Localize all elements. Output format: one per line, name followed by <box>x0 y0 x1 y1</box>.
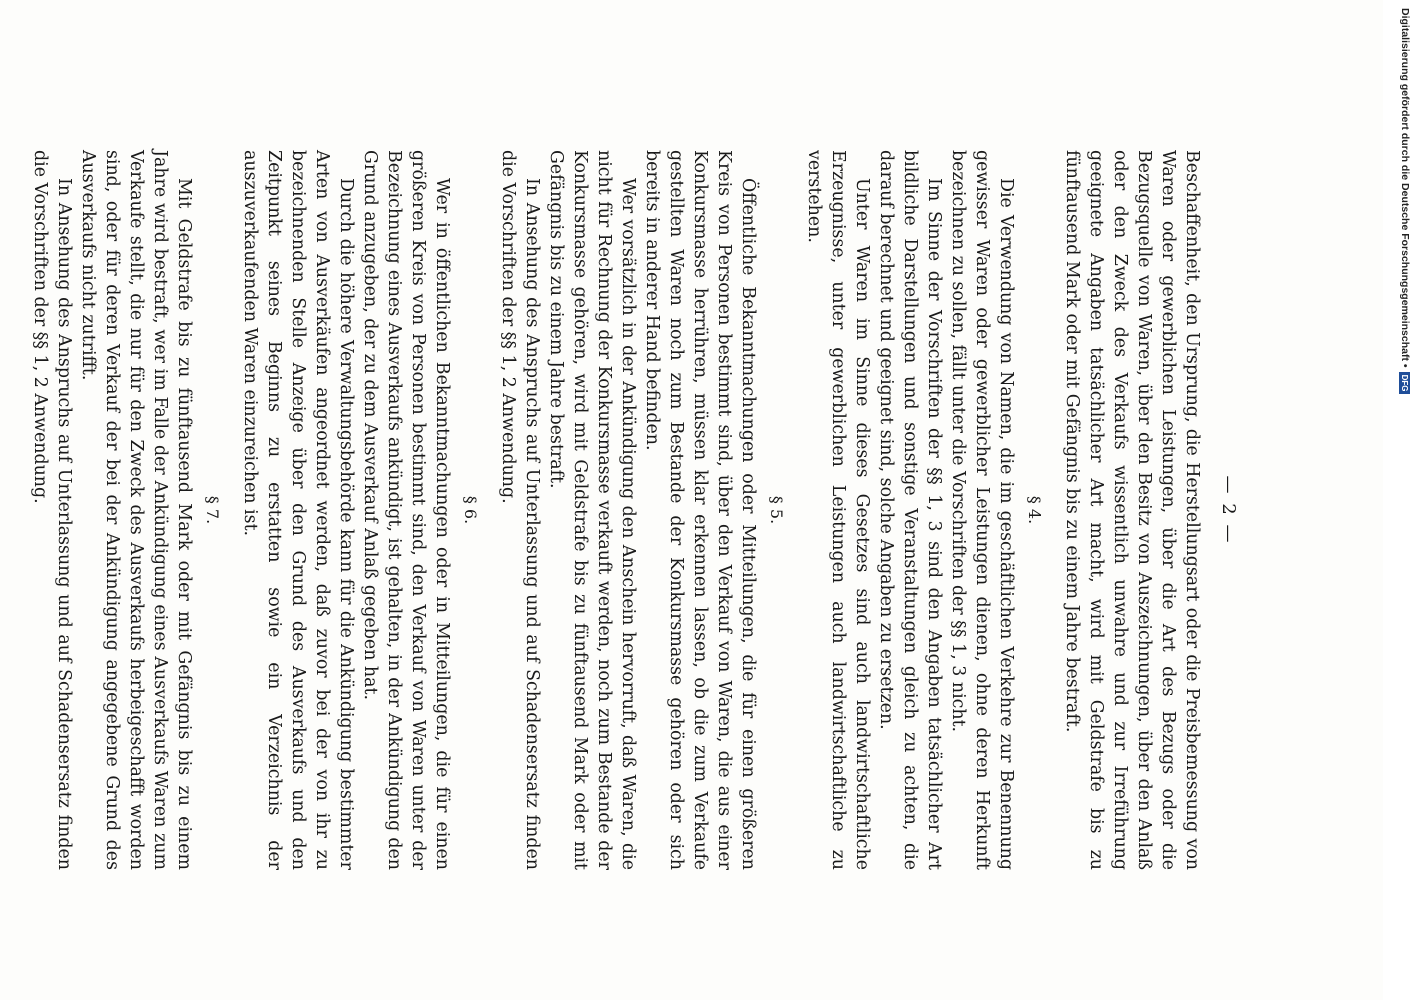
paragraph: Im Sinne der Vorschriften der §§ 1, 3 sind den Angaben tatsächlicher Art bildliche Darstellungen und sonstige Veranstaltungen gleich zu achten, die darauf berechnet und geeignet sind, solche Angaben zu ersetzen. <box>876 150 944 870</box>
section-4 <box>802 150 1046 870</box>
paragraph: Wer in öffentlichen Bekanntmachungen oder in Mitteilungen, die für einen größeren Kreis von Personen bestimmt sind, den Verkauf von Waren unter der Bezeichnung eines Ausverkaufs ankündigt, ist gehalten, in der Ankündigung den Grund anzugeben, der zu dem Ausverkauf Anlaß gegeben hat. <box>360 150 452 870</box>
paragraph: Öffentliche Bekanntmachungen oder Mitteilungen, die für einen größeren Kreis von Personen bestimmt sind, über den Verkauf von Waren, die aus einer Konkursmasse herrühren, müssen klar erkennen lassen, ob die zum Verkaufe gestellten Waren noch zum Bestande der Konkursmasse gehören oder sich bereits in anderer Hand befinden. <box>642 150 758 870</box>
paragraph: Unter Waren im Sinne dieses Gesetzes sind auch landwirtschaftliche Erzeugnisse, unter gewerblichen Leistungen auch landwirtschaftliche zu verstehen. <box>804 150 872 870</box>
paragraph: In Ansehung des Anspruchs auf Unterlassung und auf Schadensersatz finden die Vorschriften der §§ 1, 2 Anwendung. <box>30 150 74 870</box>
section-heading: § 4. <box>1025 495 1044 525</box>
dfg-logo: DFG <box>1400 372 1411 395</box>
section-heading: § 6. <box>461 495 480 525</box>
section-heading: § 5. <box>767 495 786 525</box>
section-7 <box>28 150 224 870</box>
paragraph: In Ansehung des Anspruchs auf Unterlassung und auf Schadensersatz finden die Vorschriften der §§ 1, 2 Anwendung. <box>498 150 542 870</box>
paragraph: Die Verwendung von Namen, die im geschäftlichen Verkehre zur Benennung gewisser Waren oder gewerblicher Leistungen dienen, ohne deren Herkunft bezeichnen zu sollen, fällt unter die Vorschriften der §§ 1, 3 nicht. <box>948 150 1016 870</box>
paragraph: Wer vorsätzlich in der Ankündigung den Anschein hervorruft, daß Waren, die nicht für Rechnung der Konkursmasse verkauft werden, noch zum Bestande der Konkursmasse gehören, wird mit Geldstrafe bis zu fünftausend Mark oder mit Gefängnis bis zu einem Jahre bestraft. <box>546 150 638 870</box>
section-6 <box>238 150 482 870</box>
digitization-credit <box>1371 8 1411 394</box>
page-number: — 2 — <box>1218 475 1239 545</box>
section-heading: § 7. <box>203 495 222 525</box>
credit-text: Digitalisierung gefördert durch die Deutsche Forschungsgemeinschaft • <box>1399 8 1411 368</box>
rotated-text-block <box>28 150 1240 870</box>
paragraph: Mit Geldstrafe bis zu fünftausend Mark oder mit Gefängnis bis zu einem Jahre wird bestraft, wer im Falle der Ankündigung eines Ausverkaufs Waren zum Verkaufe stellt, die nur für den Zweck des Ausverkaufs herbeigeschafft worden sind, oder für deren Verkauf der bei der Ankündigung angegebene Grund des Ausverkaufs nicht zutrifft. <box>78 150 194 870</box>
section-5 <box>496 150 788 870</box>
paragraph-continuation: Beschaffenheit, den Ursprung, die Herstellungsart oder die Preisbemessung von Waren oder gewerblichen Leistungen, über die Art des Bezugs oder die Bezugsquelle von Waren, über den Besitz von Auszeichnungen, über den Anlaß oder den Zweck des Verkaufs wissentlich unwahre und zur Irreführung geeignete Angaben tatsächlicher Art macht, wird mit Geldstrafe bis zu fünftausend Mark oder mit Gefängnis bis zu einem Jahre bestraft. <box>1062 150 1202 870</box>
paragraph: Durch die höhere Verwaltungsbehörde kann für die Ankündigung bestimmter Arten von Ausverkäufen angeordnet werden, daß zuvor bei der von ihr zu bezeichnenden Stelle Anzeige über den Grund des Ausverkaufs und den Zeitpunkt seines Beginns zu erstatten sowie ein Verzeichnis der auszuverkaufenden Waren einzureichen ist. <box>240 150 356 870</box>
